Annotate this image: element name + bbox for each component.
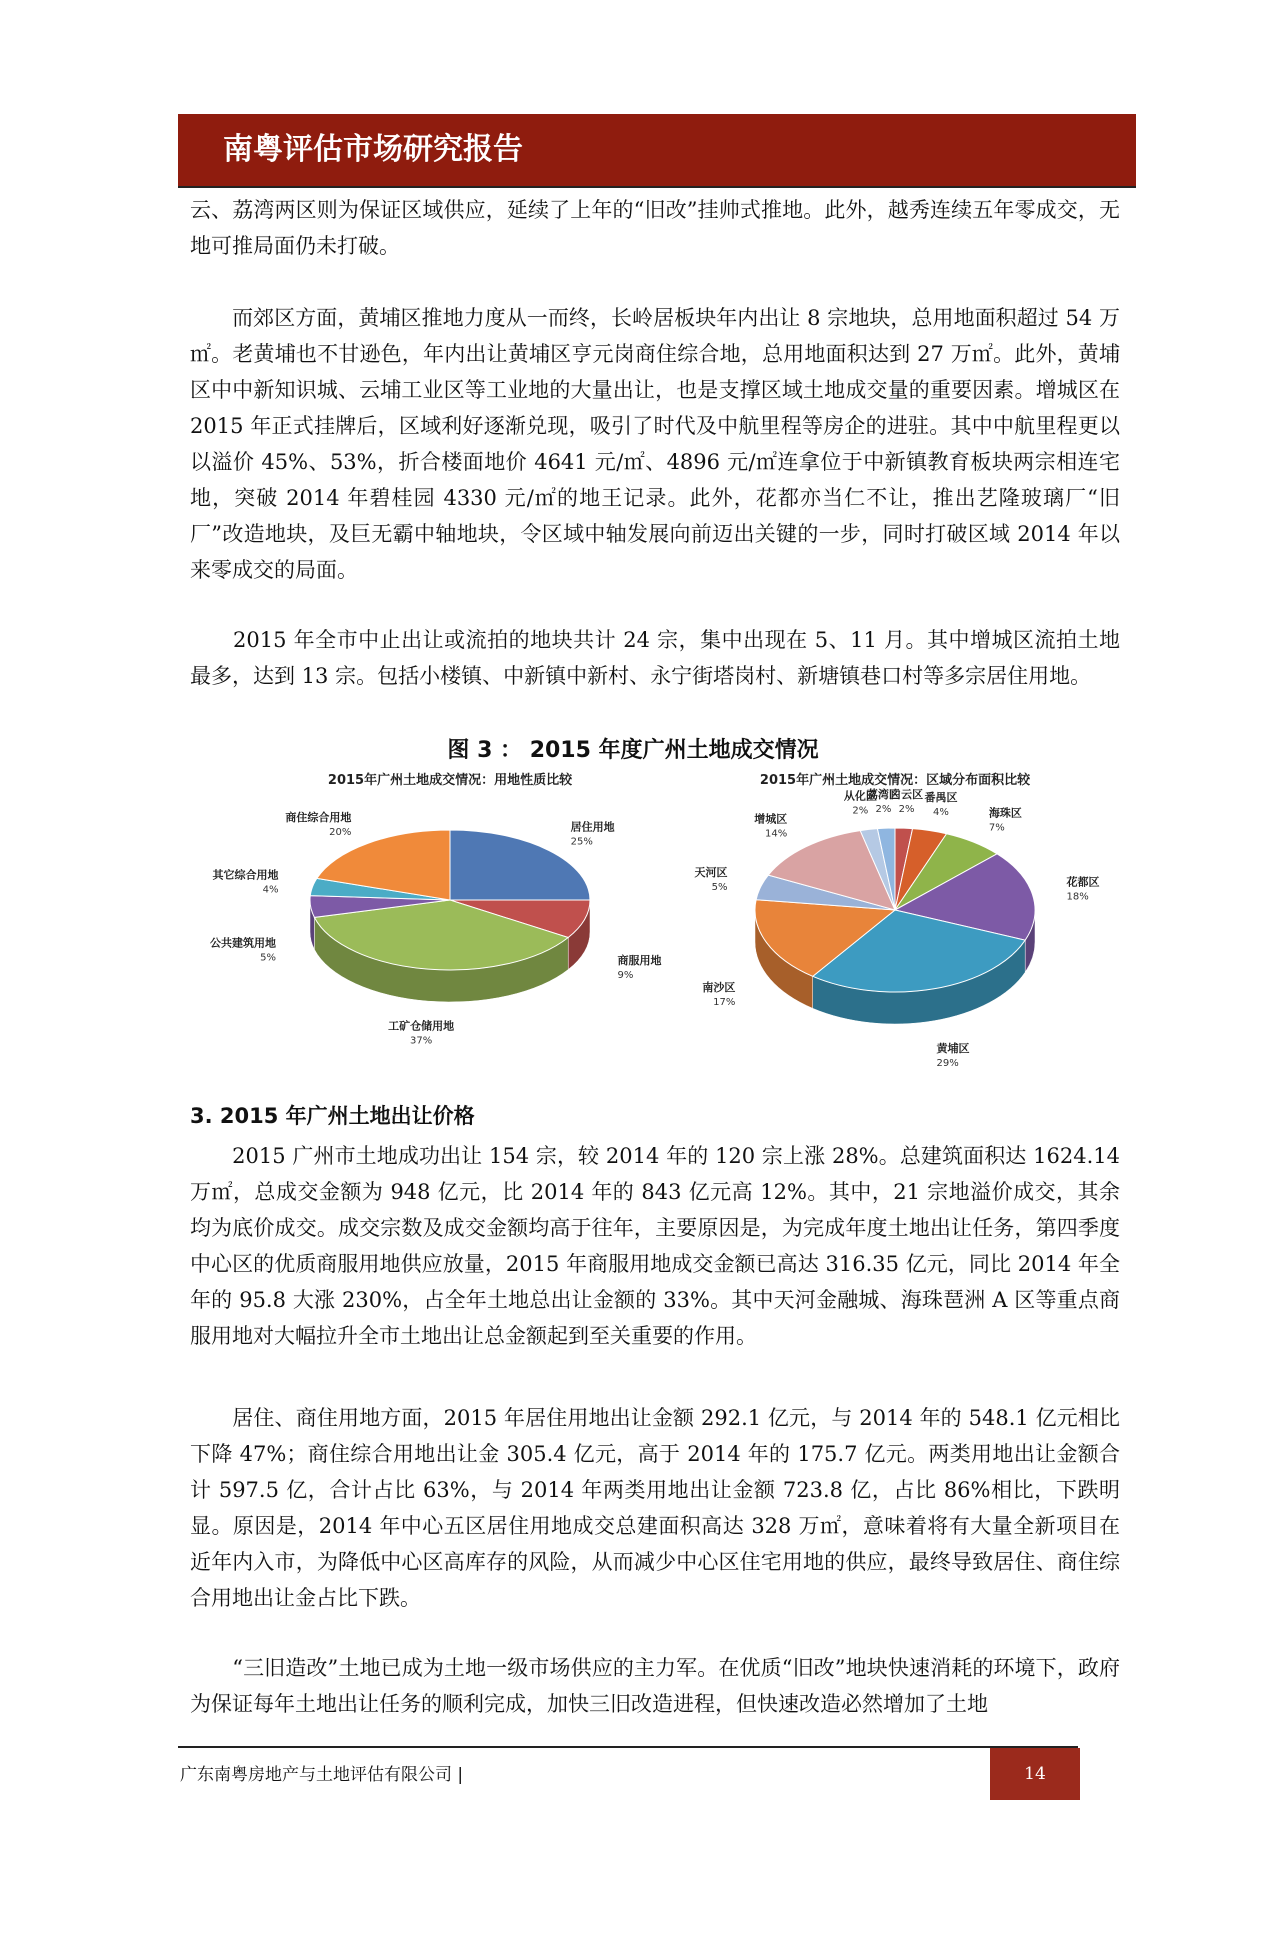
- pie-percent-label: 37%: [409, 1035, 433, 1047]
- pie-percent-label: 9%: [617, 969, 634, 981]
- header-divider: [178, 186, 1136, 188]
- pie-category-label: 居住用地: [570, 820, 615, 834]
- pie-category-label: 从化区: [843, 789, 877, 803]
- pie-percent-label: 18%: [1066, 891, 1089, 903]
- pie-percent-label: 2%: [875, 803, 892, 815]
- pie-percent-label: 14%: [764, 828, 788, 840]
- paragraph-1: 云、荔湾两区则为保证区域供应，延续了上年的“旧改”挂帅式推地。此外，越秀连续五年零成交，无地可推局面仍未打破。: [190, 198, 1120, 258]
- pie-category-label: 工矿仓储用地: [388, 1019, 455, 1033]
- pie-category-label: 南沙区: [702, 980, 736, 994]
- district-pie-chart: [690, 770, 1110, 1069]
- pie-percent-label: 25%: [570, 836, 593, 848]
- pie-percent-label: 5%: [260, 952, 277, 964]
- pie-category-label: 公共建筑用地: [210, 936, 277, 950]
- pie-percent-label: 7%: [988, 822, 1005, 834]
- report-title: 南粤评估市场研究报告: [223, 132, 523, 167]
- land-use-pie-chart: [200, 770, 660, 1064]
- pie-title: 2015年广州土地成交情况：用地性质比较: [327, 773, 573, 788]
- footer-divider: [178, 1746, 1078, 1748]
- paragraph-5: 居住、商住用地方面，2015 年居住用地出让金额 292.1 亿元，与 2014 年的 548.1 亿元相比下降 47%；商住综合用地出让金 305.4 亿元，高于 2014 年的 175.7 亿元。两类用地出让金额合计 597.5 亿，合计占比 63%，与 2014 年两类用地出让金额 723.8 亿，占比 86%相比，下跌明显。原因是，2014 年中心五区居住用地成交总建面积高达 328 万㎡，意味着将有大量全新项目在近年内入市，为降低中心区高库存的风险，从而减少中心区住宅用地的供应，最终导致居住、商住综合用地出让金占比下跌。: [190, 1406, 1120, 1610]
- footer-company: 广东南粤房地产与土地评估有限公司 |: [180, 1765, 464, 1785]
- section-heading: 3. 2015 年广州土地出让价格: [190, 1104, 475, 1128]
- pie-percent-label: 29%: [936, 1057, 959, 1069]
- pie-percent-label: 2%: [852, 805, 869, 817]
- pie-category-label: 商服用地: [617, 953, 662, 967]
- pie-percent-label: 17%: [713, 996, 736, 1008]
- page-number: 14: [990, 1748, 1080, 1800]
- pie-percent-label: 5%: [711, 881, 728, 893]
- pie-category-label: 海珠区: [988, 806, 1022, 820]
- pie-category-label: 白云区: [890, 787, 924, 801]
- pie-percent-label: 4%: [262, 884, 279, 896]
- pie-category-label: 其它综合用地: [212, 868, 279, 882]
- pie-percent-label: 2%: [898, 803, 915, 815]
- pie-category-label: 商住综合用地: [285, 811, 352, 825]
- paragraph-2: 而郊区方面，黄埔区推地力度从一而终，长岭居板块年内出让 8 宗地块，总用地面积超过 54 万㎡。老黄埔也不甘逊色，年内出让黄埔区亨元岗商住综合地，总用地面积达到 27 万㎡。此外，黄埔区中中新知识城、云埔工业区等工业地的大量出让，也是支撑区域土地成交量的重要因素。增城区在 2015 年正式挂牌后，区域利好逐渐兑现，吸引了时代及中航里程等房企的进驻。其中中航里程更以以溢价 45%、53%，折合楼面地价 4641 元/㎡、4896 元/㎡连拿位于中新镇教育板块两宗相连宅地，突破 2014 年碧桂园 4330 元/㎡的地王记录。此外，花都亦当仁不让，推出艺隆玻璃厂“旧厂”改造地块，及巨无霸中轴地块，令区域中轴发展向前迈出关键的一步，同时打破区域 2014 年以来零成交的局面。: [190, 306, 1120, 582]
- pie-percent-label: 20%: [329, 827, 352, 839]
- pie-category-label: 花都区: [1066, 875, 1100, 889]
- pie-category-label: 天河区: [694, 865, 728, 879]
- report-header: [178, 114, 1136, 186]
- pie-category-label: 增城区: [754, 812, 788, 826]
- pie-category-label: 番禺区: [924, 791, 958, 805]
- pie-category-label: 荔湾区: [866, 787, 900, 801]
- pie-category-label: 黄埔区: [936, 1041, 970, 1055]
- paragraph-3: 2015 年全市中止出让或流拍的地块共计 24 宗，集中出现在 5、11 月。其中增城区流拍土地最多，达到 13 宗。包括小楼镇、中新镇中新村、永宁街塔岗村、新塘镇巷口村等多宗居住用地。: [190, 628, 1120, 688]
- land-use-pie-svg: [200, 770, 660, 1060]
- paragraph-4: 2015 广州市土地成功出让 154 宗，较 2014 年的 120 宗上涨 28%。总建筑面积达 1624.14 万㎡，总成交金额为 948 亿元，比 2014 年的 843 亿元高 12%。其中，21 宗地溢价成交，其余均为底价成交。成交宗数及成交金额均高于往年，主要原因是，为完成年度土地出让任务，第四季度中心区的优质商服用地供应放量，2015 年商服用地成交金额已高达 316.35 亿元，同比 2014 年全年的 95.8 大涨 230%，占全年土地总出让金额的 33%。其中天河金融城、海珠琶洲 A 区等重点商服用地对大幅拉升全市土地出让总金额起到至关重要的作用。: [190, 1144, 1120, 1348]
- figure-title: 图 3 ： 2015 年度广州土地成交情况: [447, 738, 819, 763]
- pie-title: 2015年广州土地成交情况：区域分布面积比较: [759, 773, 1031, 788]
- pie-slice: [450, 830, 590, 900]
- district-pie-svg: [690, 770, 1110, 1069]
- pie-percent-label: 4%: [933, 807, 949, 819]
- paragraph-6: “三旧造改”土地已成为土地一级市场供应的主力军。在优质“旧改”地块快速消耗的环境下，政府为保证每年土地出让任务的顺利完成，加快三旧改造进程，但快速改造必然增加了土地: [190, 1656, 1120, 1716]
